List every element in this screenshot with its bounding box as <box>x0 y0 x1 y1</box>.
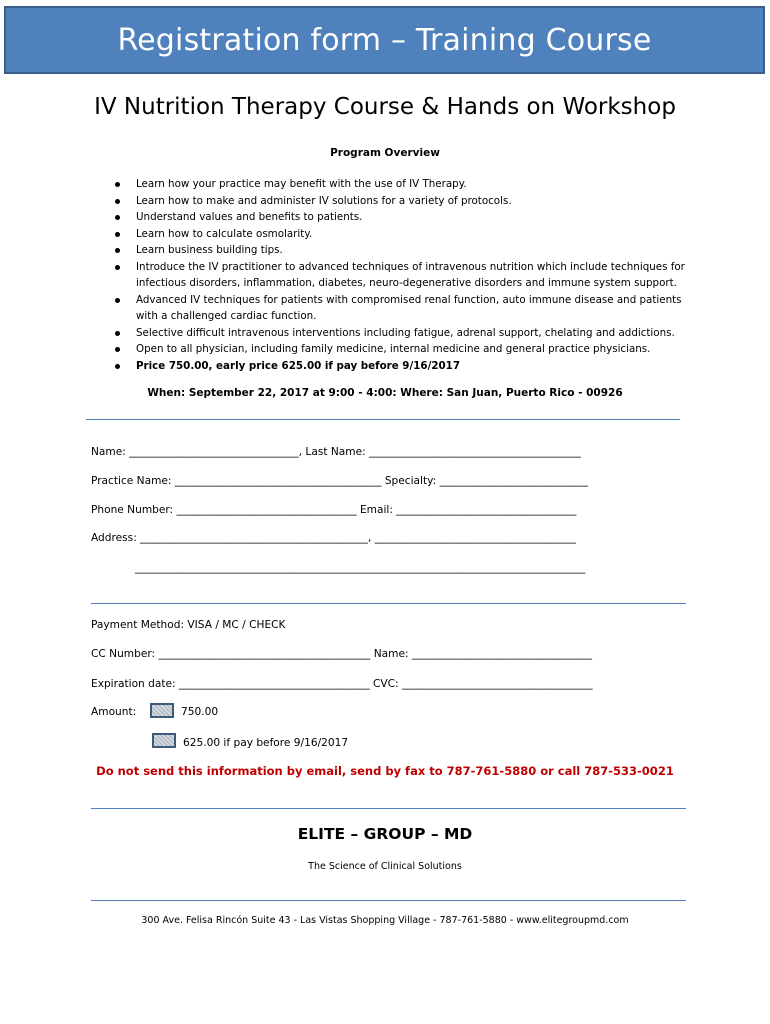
bullet-icon <box>115 347 120 352</box>
list-item: Open to all physician, including family medicine, internal medicine and general practice physicians. <box>115 341 695 358</box>
bullet-icon <box>115 331 120 336</box>
list-item: Learn how your practice may benefit with the use of IV Therapy. <box>115 176 695 193</box>
expiration-cvc-field[interactable]: Expiration date: ____________________________________ CVC: ____________________________________ <box>91 678 593 690</box>
company-tagline: The Science of Clinical Solutions <box>308 861 462 872</box>
name-field[interactable]: Name: ________________________________, Last Name: ________________________________________ <box>91 446 581 458</box>
bullet-icon <box>115 248 120 253</box>
amount-750-label: 750.00 <box>181 706 219 718</box>
price-item: Price 750.00, early price 625.00 if pay before 9/16/2017 <box>115 358 695 375</box>
amount-label: Amount: <box>91 706 137 718</box>
divider <box>91 808 686 809</box>
list-item: Introduce the IV practitioner to advanced techniques of intravenous nutrition which include techniques for infectious disorders, inflammation, diabetes, neuro-degenerative disorders and immune system support. <box>115 259 695 292</box>
divider <box>91 603 686 604</box>
bullet-icon <box>115 364 120 369</box>
program-overview-list <box>115 176 695 374</box>
list-item: Selective difficult intravenous interventions including fatigue, adrenal support, chelating and addictions. <box>115 325 695 342</box>
divider <box>86 419 680 420</box>
course-title: IV Nutrition Therapy Course & Hands on Workshop <box>94 94 676 120</box>
list-item: Advanced IV techniques for patients with compromised renal function, auto immune disease and patients with a challenged cardiac function. <box>115 292 695 325</box>
bullet-icon <box>115 199 120 204</box>
list-item: Learn business building tips. <box>115 242 695 259</box>
page-title: Registration form – Training Course <box>117 22 652 58</box>
company-name: ELITE – GROUP – MD <box>297 825 473 843</box>
fax-warning: Do not send this information by email, send by fax to 787-761-5880 or call 787-533-0021 <box>96 764 674 778</box>
list-item: Learn how to calculate osmolarity. <box>115 226 695 243</box>
footer-address: 300 Ave. Felisa Rincón Suite 43 - Las Vistas Shopping Village - 787-761-5880 - www.elitegroupmd.com <box>141 915 629 926</box>
cc-number-field[interactable]: CC Number: ________________________________________ Name: __________________________________ <box>91 648 592 660</box>
header-banner <box>4 6 765 74</box>
divider <box>91 900 686 901</box>
amount-625-checkbox[interactable] <box>152 733 176 748</box>
bullet-icon <box>115 265 120 270</box>
address-line2-field[interactable]: _____________________________________________________________________________________ <box>135 562 586 574</box>
bullet-icon <box>115 298 120 303</box>
list-item: Understand values and benefits to patients. <box>115 209 695 226</box>
list-item: Learn how to make and administer IV solutions for a variety of protocols. <box>115 193 695 210</box>
amount-750-checkbox[interactable] <box>150 703 174 718</box>
program-overview-heading: Program Overview <box>330 147 440 159</box>
bullet-icon <box>115 215 120 220</box>
amount-625-label: 625.00 if pay before 9/16/2017 <box>183 737 349 749</box>
practice-field[interactable]: Practice Name: _______________________________________ Specialty: ____________________________ <box>91 475 588 487</box>
phone-email-field[interactable]: Phone Number: __________________________________ Email: __________________________________ <box>91 504 577 516</box>
address-field[interactable]: Address: ___________________________________________, ______________________________________ <box>91 532 576 544</box>
payment-method-label: Payment Method: VISA / MC / CHECK <box>91 619 286 631</box>
bullet-icon <box>115 232 120 237</box>
when-where-line: When: September 22, 2017 at 9:00 - 4:00: Where: San Juan, Puerto Rico - 00926 <box>147 387 623 399</box>
bullet-icon <box>115 182 120 187</box>
